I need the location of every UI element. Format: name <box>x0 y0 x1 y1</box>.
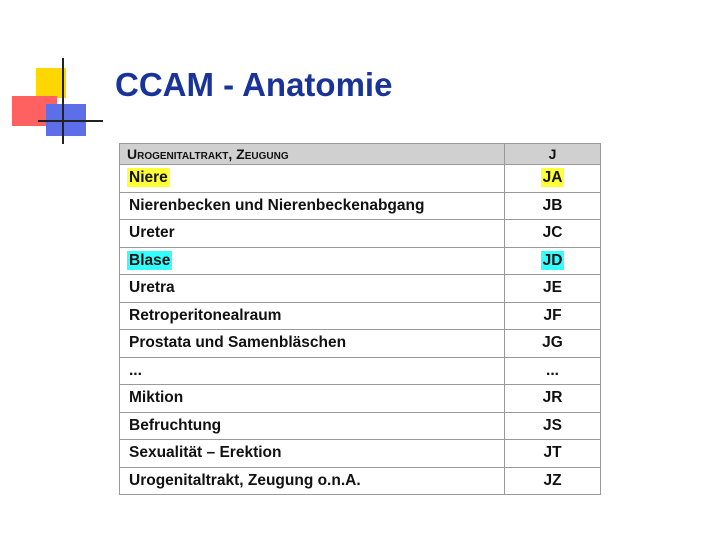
row-code <box>505 302 601 330</box>
row-label <box>120 247 505 275</box>
row-code <box>505 220 601 248</box>
row-label <box>120 440 505 468</box>
row-label-text: Nierenbecken und Nierenbeckenabgang <box>129 196 425 214</box>
row-code-text: JF <box>543 306 562 324</box>
logo-vertical-line <box>62 58 64 144</box>
row-code <box>505 330 601 358</box>
row-label <box>120 220 505 248</box>
row-code <box>505 412 601 440</box>
row-code-text: JC <box>542 224 563 242</box>
row-code <box>505 385 601 413</box>
row-code <box>505 275 601 303</box>
table-row <box>120 302 601 330</box>
row-code <box>505 192 601 220</box>
table-row <box>120 192 601 220</box>
ccam-table <box>119 143 601 495</box>
row-label-text: Ureter <box>129 224 175 242</box>
row-label-text: Blase <box>129 251 171 269</box>
table-row <box>120 467 601 495</box>
header-label <box>120 144 505 165</box>
row-code-text: JT <box>543 444 562 462</box>
row-label <box>120 275 505 303</box>
slide-title: CCAM - Anatomie <box>115 66 393 103</box>
row-code-text: JR <box>542 389 563 407</box>
row-label-text: Uretra <box>129 279 175 297</box>
row-code <box>505 357 601 385</box>
header-code: J <box>505 144 601 165</box>
row-label <box>120 302 505 330</box>
table-row <box>120 165 601 193</box>
row-code-text: JE <box>543 279 562 297</box>
row-code <box>505 467 601 495</box>
table-row <box>120 412 601 440</box>
row-code-text: ... <box>546 361 559 379</box>
row-code-text: JS <box>543 416 562 434</box>
row-code-text: JD <box>542 251 563 269</box>
row-label <box>120 192 505 220</box>
row-label-text: Niere <box>129 169 168 187</box>
row-label <box>120 385 505 413</box>
row-label <box>120 412 505 440</box>
table-row <box>120 440 601 468</box>
row-code <box>505 247 601 275</box>
slide-logo-decoration <box>0 0 110 150</box>
table-row <box>120 275 601 303</box>
row-code-text: JG <box>542 334 563 352</box>
row-label <box>120 467 505 495</box>
row-label <box>120 165 505 193</box>
row-code-text: JA <box>542 169 563 187</box>
row-label <box>120 330 505 358</box>
row-code <box>505 440 601 468</box>
row-code <box>505 165 601 193</box>
row-label-text: Miktion <box>129 389 184 407</box>
row-label-text: Befruchtung <box>129 416 222 434</box>
table-row <box>120 220 601 248</box>
row-label <box>120 357 505 385</box>
table-row <box>120 357 601 385</box>
row-code-text: JZ <box>543 471 562 489</box>
table-header-row <box>120 144 601 165</box>
table-row <box>120 385 601 413</box>
table-row <box>120 330 601 358</box>
header-label-text: Urogenitaltrakt, Zeugung <box>127 146 289 162</box>
table-row <box>120 247 601 275</box>
row-label-text: Sexualität – Erektion <box>129 444 282 462</box>
row-label-text: Prostata und Samenbläschen <box>129 334 347 352</box>
row-label-text: Urogenitaltrakt, Zeugung o.n.A. <box>129 471 361 489</box>
row-code-text: JB <box>542 196 563 214</box>
row-label-text: ... <box>129 361 142 379</box>
row-label-text: Retroperitonealraum <box>129 306 282 324</box>
logo-horizontal-line <box>38 120 103 122</box>
